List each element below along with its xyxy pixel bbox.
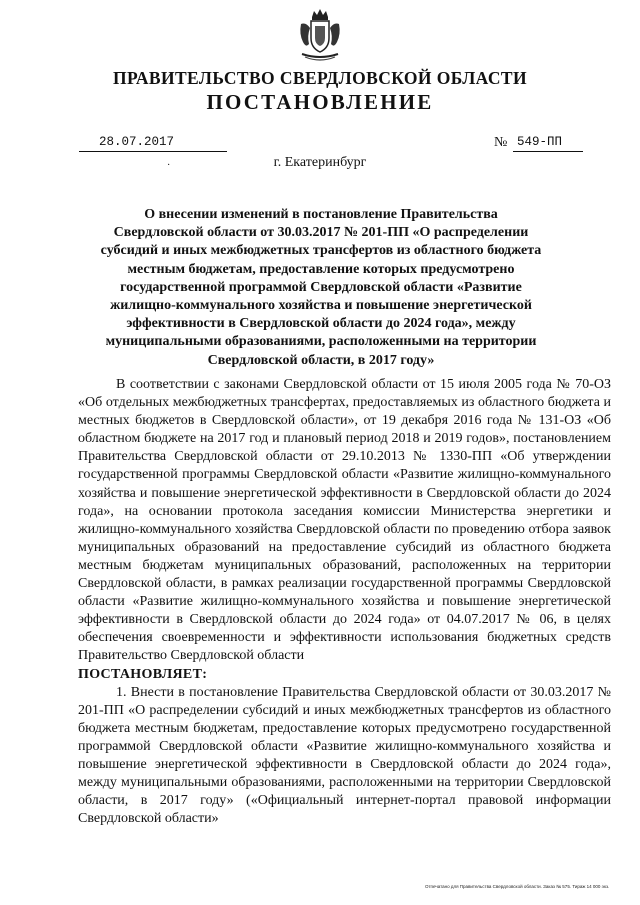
- separator-dot: ·: [167, 160, 171, 171]
- government-name: ПРАВИТЕЛЬСТВО СВЕРДЛОВСКОЙ ОБЛАСТИ: [113, 68, 527, 88]
- item-1-paragraph: 1. Внести в постановление Правительства Свердловской области от 30.03.2017 № 201-ПП «О распределении субсидий и иных межбюджетных трансфертов из областного бюджета местным бюджетам, предоставление которых предусмотрено государственной программой Свердловской области «Развитие жилищно-коммунального хозяйства и повышение энергетической эффективности в Свердловской области до 2024 года», между муниципальными образованиями, расположенными на территории Свердловской области, в 2017 году» («Официальный интернет-портал правовой информации Свердловской области»: [78, 684, 611, 827]
- date-field: [79, 135, 227, 152]
- document-number: 549-ПП: [517, 135, 563, 149]
- coat-of-arms-icon: [297, 8, 343, 62]
- preamble-paragraph: В соответствии с законами Свердловской области от 15 июля 2005 года № 70-ОЗ «Об отдельных межбюджетных трансфертах, предоставляемых из областного бюджета и местных бюджетов в Свердловской области», от 19 декабря 2016 года № 131-ОЗ «Об областном бюджете на 2017 год и плановый период 2018 и 2019 годов», постановлением Правительства Свердловской области от 29.10.2013 № 1330-ПП «Об утверждении государственной программы Свердловской области «Развитие жилищно-коммунального хозяйства и повышение энергетической эффективности в Свердловской области до 2024 года», на основании протокола заседания комиссии Министерства энергетики и жилищно-коммунального хозяйства Свердловской области по проведению отбора заявок муниципальных образований на предоставление субсидий из областного бюджета местным бюджетам муниципальных образований, расположенных на территории Свердловской области, в рамках реализации государственной программы Свердловской области «Развитие жилищно-коммунального хозяйства и повышение энергетической эффективности в Свердловской области до 2024 года» от 04.07.2017 № 06, в целях обеспечения своевременности и эффективности использования бюджетных средств Правительство Свердловской области: [78, 377, 611, 664]
- document-type: ПОСТАНОВЛЕНИЕ: [206, 90, 434, 114]
- number-field: [513, 135, 583, 152]
- document-body: [78, 376, 611, 828]
- print-note: Отпечатано для Правительства Свердловской области. Заказ № 575. Тираж 14 000 экз.: [425, 884, 610, 889]
- number-sign: №: [494, 135, 508, 150]
- resolves-label: ПОСТАНОВЛЯЕТ:: [78, 666, 208, 682]
- document-heading: О внесении изменений в постановление Правительства Свердловской области от 30.03.2017 № 201-ПП «О распределении субсидий и иных межбюджетных трансфертов из областного бюджета местным бюджетам, предоставление которых предусмотрено государственной программой Свердловской области «Развитие жилищно-коммунального хозяйства и повышение энергетической эффективности в Свердловской области до 2024 года», между муниципальными образованиями, расположенными на территории Свердловской области, в 2017 году»: [100, 207, 542, 368]
- document-date: 28.07.2017: [99, 135, 175, 149]
- city: г. Екатеринбург: [273, 155, 367, 170]
